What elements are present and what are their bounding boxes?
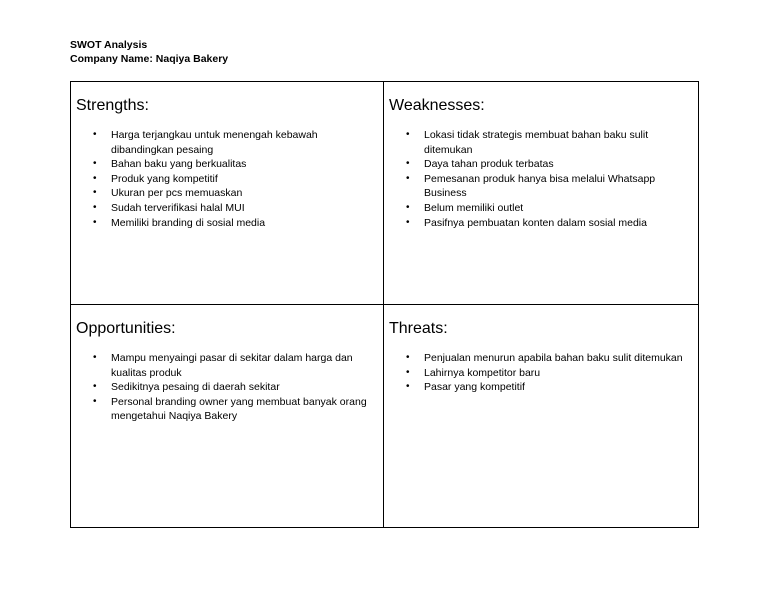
bullet-icon: •: [406, 366, 410, 378]
weaknesses-item-text: Lokasi tidak strategis membuat bahan baku sulit ditemukan: [424, 129, 649, 156]
opportunities-quadrant: [71, 305, 384, 527]
bullet-icon: •: [406, 216, 410, 228]
opportunities-item-text: Sedikitnya pesaing di daerah sekitar: [111, 381, 280, 394]
bullet-icon: •: [406, 352, 410, 363]
threats-item-text: Lahirnya kompetitor baru: [424, 366, 541, 379]
strengths-quadrant: [71, 82, 384, 305]
bullet-icon: •: [406, 381, 410, 393]
strengths-item-text: Ukuran per pcs memuaskan: [111, 187, 243, 200]
strengths-item-text: Bahan baku yang berkualitas: [111, 158, 247, 171]
opportunities-list: [76, 351, 373, 424]
strengths-item-text: Harga terjangkau untuk menengah kebawah dibandingkan pesaing: [111, 129, 318, 156]
bullet-icon: •: [93, 201, 97, 213]
bullet-icon: •: [93, 395, 97, 407]
opportunities-item: [93, 395, 373, 424]
document-header: [70, 38, 228, 66]
strengths-item: [93, 186, 373, 201]
bullet-icon: •: [93, 352, 97, 363]
threats-item: [406, 380, 688, 395]
weaknesses-item: [406, 216, 688, 231]
threats-quadrant: [384, 305, 698, 527]
threats-item: [406, 366, 688, 381]
threats-list: [389, 351, 688, 395]
bullet-icon: •: [93, 129, 97, 140]
weaknesses-title: Weaknesses:: [389, 97, 485, 114]
weaknesses-item: [406, 128, 688, 157]
strengths-item: [93, 172, 373, 187]
strengths-title: Strengths:: [76, 97, 149, 114]
swot-table: [70, 81, 699, 528]
threats-item-text: Penjualan menurun apabila bahan baku sulit ditemukan: [424, 352, 683, 364]
opportunities-item: [93, 380, 373, 395]
weaknesses-item: [406, 157, 688, 172]
opportunities-item-text: Mampu menyaingi pasar di sekitar dalam harga dan kualitas produk: [111, 352, 353, 379]
weaknesses-item-text: Pasifnya pembuatan konten dalam sosial media: [424, 216, 647, 229]
weaknesses-item: [406, 201, 688, 216]
bullet-icon: •: [93, 216, 97, 228]
bullet-icon: •: [93, 187, 97, 199]
strengths-item: [93, 216, 373, 231]
threats-item: [406, 351, 688, 366]
bullet-icon: •: [406, 158, 410, 170]
strengths-item: [93, 128, 373, 157]
threats-title: Threats:: [389, 320, 448, 337]
threats-item-text: Pasar yang kompetitif: [424, 381, 525, 394]
bullet-icon: •: [93, 172, 97, 184]
weaknesses-item: [406, 172, 688, 201]
opportunities-item: [93, 351, 373, 380]
weaknesses-list: [389, 128, 688, 230]
strengths-item: [93, 201, 373, 216]
opportunities-item-text: Personal branding owner yang membuat banyak orang mengetahui Naqiya Bakery: [111, 395, 367, 423]
bullet-icon: •: [406, 129, 410, 140]
document-title: SWOT Analysis: [70, 39, 148, 51]
strengths-item-text: Memiliki branding di sosial media: [111, 216, 266, 229]
strengths-item-text: Produk yang kompetitif: [111, 172, 218, 185]
bullet-icon: •: [406, 172, 410, 184]
strengths-list: [76, 128, 373, 230]
weaknesses-item-text: Daya tahan produk terbatas: [424, 158, 554, 171]
strengths-item-text: Sudah terverifikasi halal MUI: [111, 201, 245, 214]
bullet-icon: •: [93, 381, 97, 393]
strengths-item: [93, 157, 373, 172]
company-name: Company Name: Naqiya Bakery: [70, 53, 229, 65]
weaknesses-quadrant: [384, 82, 698, 305]
weaknesses-item-text: Pemesanan produk hanya bisa melalui Whatsapp Business: [424, 172, 656, 200]
opportunities-title: Opportunities:: [76, 320, 176, 337]
weaknesses-item-text: Belum memiliki outlet: [424, 201, 524, 214]
bullet-icon: •: [406, 201, 410, 213]
bullet-icon: •: [93, 158, 97, 170]
